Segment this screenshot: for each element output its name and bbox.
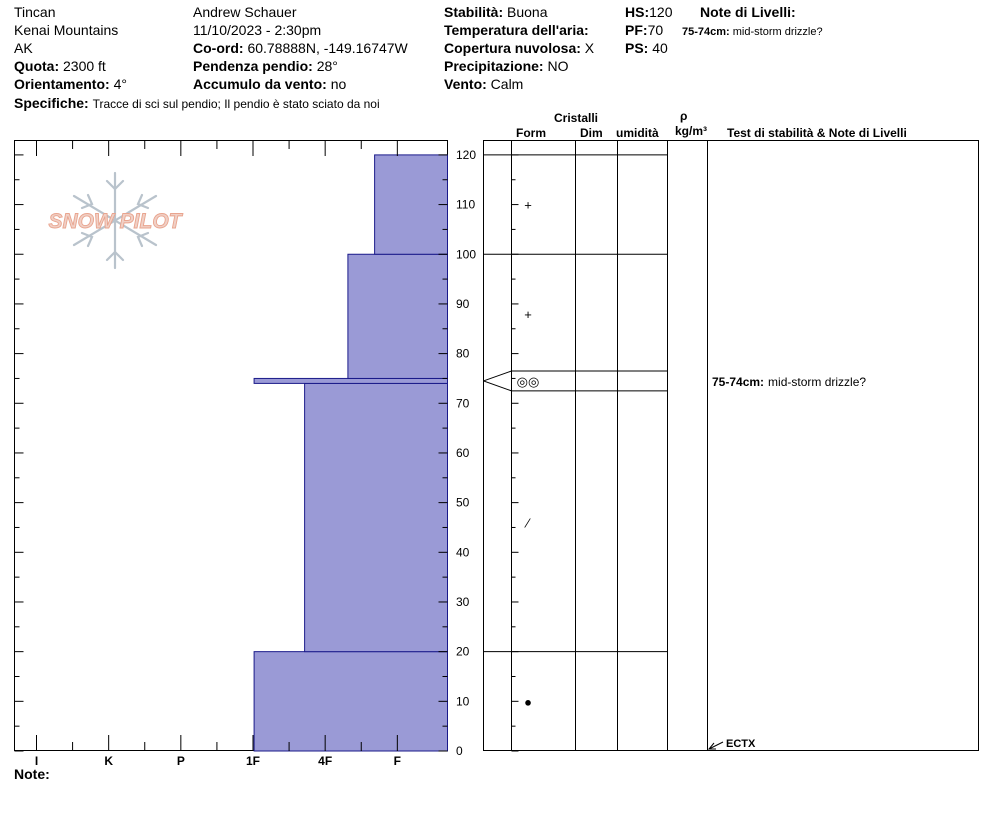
layer-boundary-fan-1 [484, 381, 512, 391]
layer-note-value: mid-storm drizzle? [732, 26, 823, 38]
precip-value: NO [547, 58, 569, 74]
height-label-120: 120 [456, 147, 477, 162]
notes-label: Note: [14, 766, 50, 782]
ps-value-row [625, 40, 668, 56]
hs-value: 120 [649, 4, 673, 20]
layer-notes-title: Note di Livelli: [700, 4, 796, 20]
aspect-label: Orientamento: [14, 76, 110, 92]
height-label-110: 110 [456, 197, 476, 212]
state: AK [14, 40, 33, 56]
hardness-label-P: P [176, 754, 185, 768]
density-unit-header: kg/m³ [675, 124, 708, 138]
wind [444, 76, 523, 92]
layer-annotation-text-0: mid-storm drizzle? [768, 374, 867, 389]
grain-form-symbol-3: ⁄ [526, 515, 530, 531]
height-label-100: 100 [456, 247, 477, 262]
air-temperature [444, 22, 589, 38]
wind-label: Vento: [444, 76, 487, 92]
sky-value: X [584, 40, 595, 56]
layer-note-label: 75-74cm: [682, 26, 730, 38]
profile-table-frame [484, 141, 979, 751]
logo-text: SNOW PILOT [48, 210, 182, 233]
precip-label: Precipitazione: [444, 58, 544, 74]
stability-test-label-0: ECTX [726, 738, 756, 750]
grain-form-symbol-2: ◎◎ [516, 373, 540, 389]
wind-value: Calm [490, 76, 524, 92]
layer-note [682, 24, 823, 40]
hardness-layer-2 [254, 378, 447, 383]
stability-label: Stabilità: [444, 4, 504, 20]
hardness-layer-4 [375, 155, 448, 254]
height-label-40: 40 [456, 545, 470, 560]
form-header: Form [516, 126, 546, 140]
sky-cover [444, 40, 594, 56]
moisture-header: umidità [616, 126, 659, 140]
wind-loading-label: Accumulo da vento: [193, 76, 327, 92]
height-label-10: 10 [456, 694, 470, 709]
layer-annotation-0 [712, 375, 866, 389]
height-label-60: 60 [456, 445, 470, 460]
height-label-0: 0 [456, 744, 463, 758]
height-label-30: 30 [456, 594, 470, 609]
specifics-value: Tracce di sci sul pendio; Il pendio è stato sciato da noi [92, 97, 380, 111]
wind-loading-value: no [330, 76, 347, 92]
location-name: Tincan [14, 4, 56, 20]
aspect-value: 4° [113, 76, 127, 92]
sky-label: Copertura nuvolosa: [444, 40, 581, 56]
stability-tests-header: Test di stabilità & Note di Livelli [727, 126, 907, 140]
coordinates-label: Co-ord: [193, 40, 244, 56]
hs-label: HS: [625, 4, 650, 20]
slope-value: 28° [316, 58, 338, 74]
wind-loading [193, 76, 346, 92]
observer: Andrew Schauer [193, 4, 297, 20]
slope-label: Pendenza pendio: [193, 58, 313, 74]
hardness-layer-3 [348, 254, 448, 378]
density-rho-header: ρ [680, 109, 688, 123]
height-label-70: 70 [456, 396, 470, 411]
height-label-50: 50 [456, 495, 470, 510]
grain-form-symbol-0: + [524, 197, 532, 213]
snow-height [625, 4, 672, 20]
aspect [14, 76, 127, 92]
coordinates-value: 60.78888N, -149.16747W [247, 40, 408, 56]
pf-value: 70 [647, 22, 664, 38]
mountain-range: Kenai Mountains [14, 22, 119, 38]
elevation-label: Quota: [14, 58, 60, 74]
hardness-label-4F: 4F [318, 754, 333, 768]
snowpilot-logo [30, 168, 200, 278]
test-arrow-head-0 [709, 743, 716, 749]
specifics [14, 95, 380, 112]
hardness-layer-1 [305, 383, 448, 651]
grain-form-symbol-4: ● [524, 694, 532, 710]
date-time: 11/10/2023 - 2:30pm [193, 22, 322, 38]
ps-label: PS: [625, 40, 649, 56]
elevation-value: 2300 ft [63, 58, 106, 74]
height-label-80: 80 [456, 346, 470, 361]
coordinates [193, 40, 408, 56]
grain-form-symbol-1: + [524, 306, 532, 322]
crystals-header: Cristalli [554, 111, 599, 125]
precipitation [444, 58, 568, 74]
layer-boundary-fan-2 [484, 371, 512, 381]
hardness-layer-0 [254, 652, 447, 751]
slope-angle [193, 58, 338, 74]
elevation [14, 58, 106, 74]
height-label-90: 90 [456, 296, 470, 311]
pf-label: PF: [625, 22, 648, 38]
layer-annotation-label-0: 75-74cm: [712, 374, 765, 389]
height-label-20: 20 [456, 644, 470, 659]
specifics-label: Specifiche: [14, 95, 89, 111]
stability-value: Buona [507, 4, 548, 20]
hardness-label-1F: 1F [245, 754, 261, 768]
air-temp-label: Temperatura dell'aria: [444, 22, 589, 38]
pit-depth [625, 22, 663, 38]
test-arrow-line-0 [709, 742, 723, 749]
stability [444, 4, 548, 20]
size-header: Dim [580, 126, 603, 140]
hardness-label-K: K [104, 754, 114, 768]
ps-value: 40 [652, 40, 668, 56]
hardness-label-F: F [393, 754, 402, 768]
hardness-label-I: I [34, 754, 39, 768]
